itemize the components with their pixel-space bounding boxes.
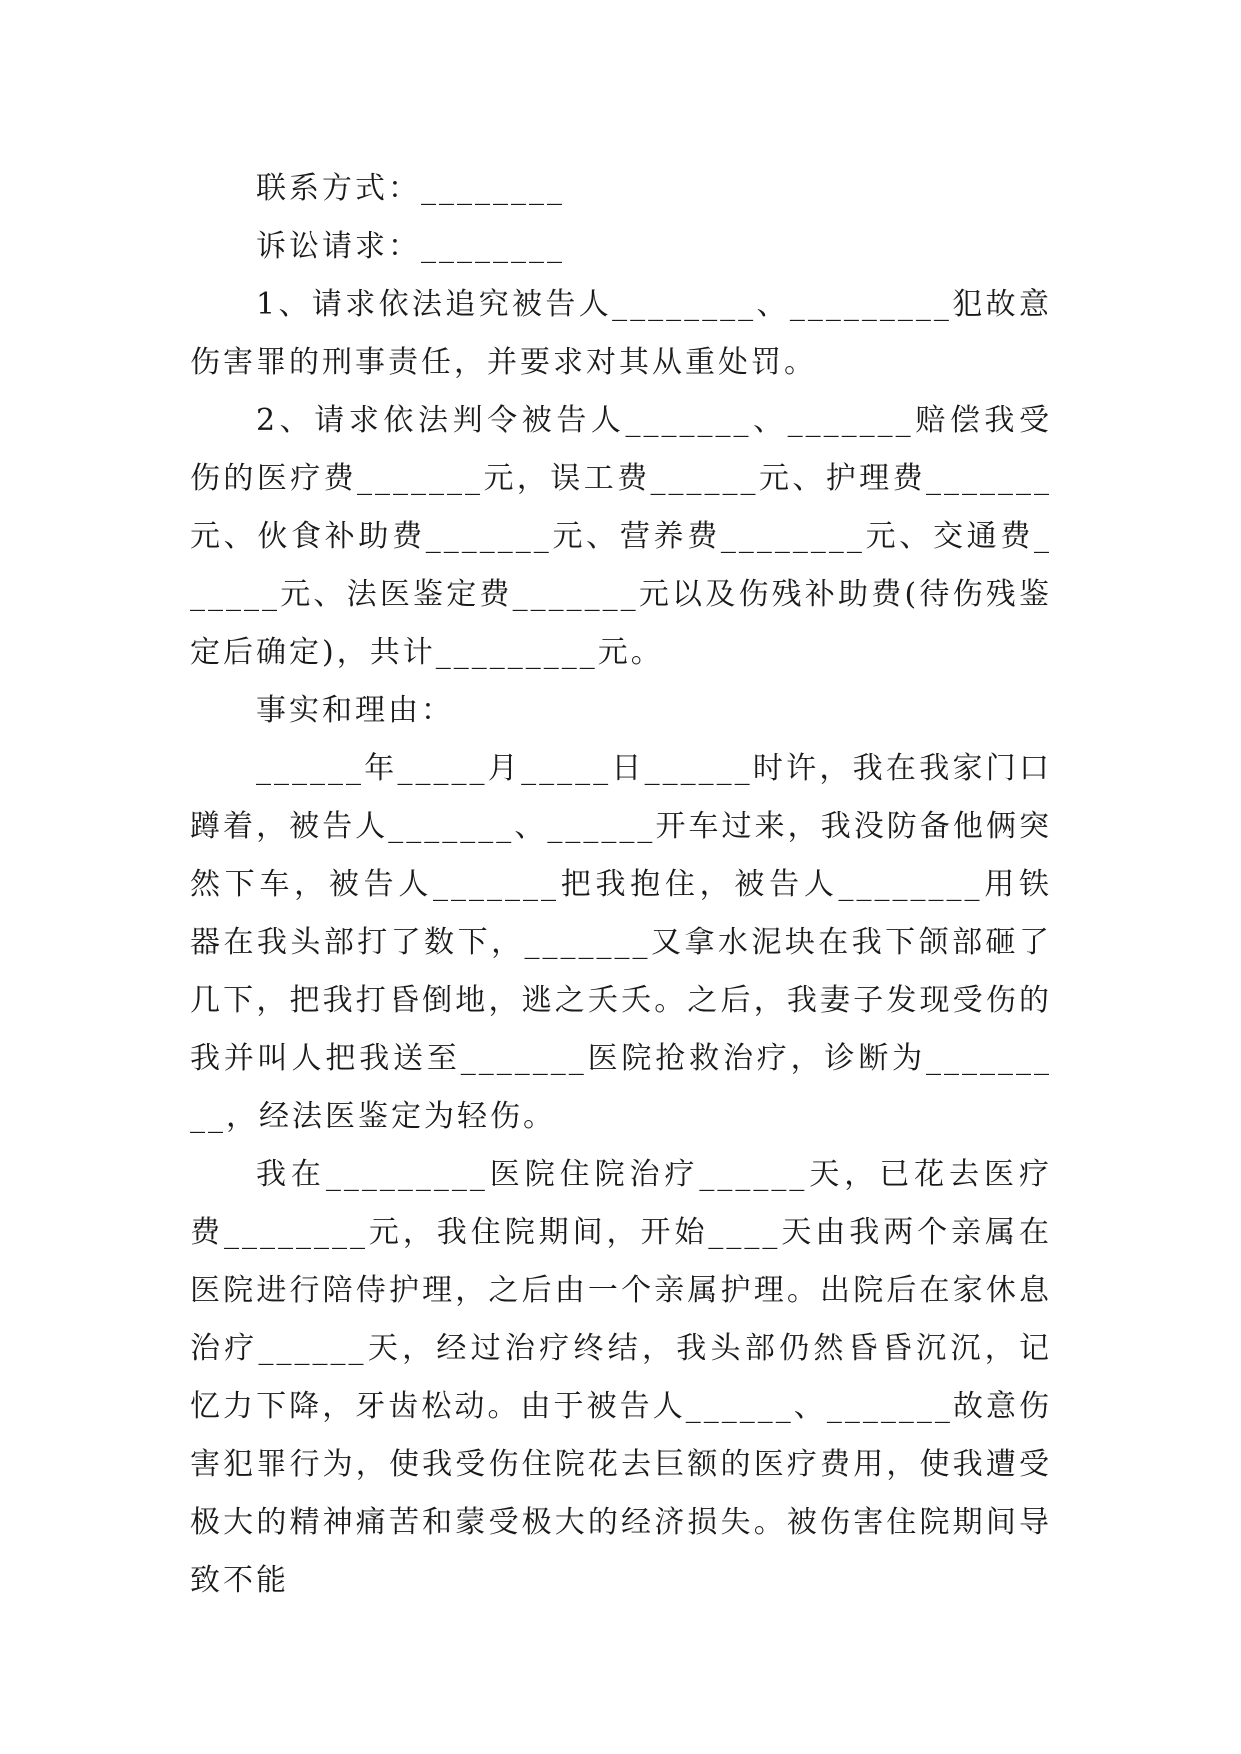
facts-reasons-heading: 事实和理由： [256,693,454,728]
request-item-1: 1、请求依法追究被告人________、_________犯故意伤害罪的刑事责任，并要求对其从重处罚。 [190,287,1052,380]
litigation-request-heading: 诉讼请求：________ [256,229,565,264]
facts-paragraph-1: ______年_____月_____日______时许，我在我家门口蹲着，被告人_______、______开车过来，我没防备他俩突然下车，被告人_______把我抱住，被告人________用铁器在我头部打了数下，_______又拿水泥块在我下颌部砸了几下，把我打昏倒地，逃之夭夭。之后，我妻子发现受伤的我并叫人把我送至_______医院抢救治疗，诊断为_________，经法医鉴定为轻伤。 [190,751,1052,1134]
facts-paragraph-2: 我在_________医院住院治疗______天，已花去医疗费________元，我住院期间，开始____天由我两个亲属在医院进行陪侍护理，之后由一个亲属护理。出院后在家休息治疗______天，经过治疗终结，我头部仍然昏昏沉沉，记忆力下降，牙齿松动。由于被告人______、_______故意伤害犯罪行为，使我受伤住院花去巨额的医疗费用，使我遭受极大的精神痛苦和蒙受极大的经济损失。被伤害住院期间导致不能 [190,1157,1052,1598]
document-body [190,160,1052,1610]
contact-info-line: 联系方式：________ [256,171,565,206]
request-item-2: 2、请求依法判令被告人_______、_______赔偿我受伤的医疗费_______元，误工费______元、护理费_______元、伙食补助费_______元、营养费________元、交通费______元、法医鉴定费_______元以及伤残补助费(待伤残鉴定后确定)，共计_________元。 [190,403,1052,670]
